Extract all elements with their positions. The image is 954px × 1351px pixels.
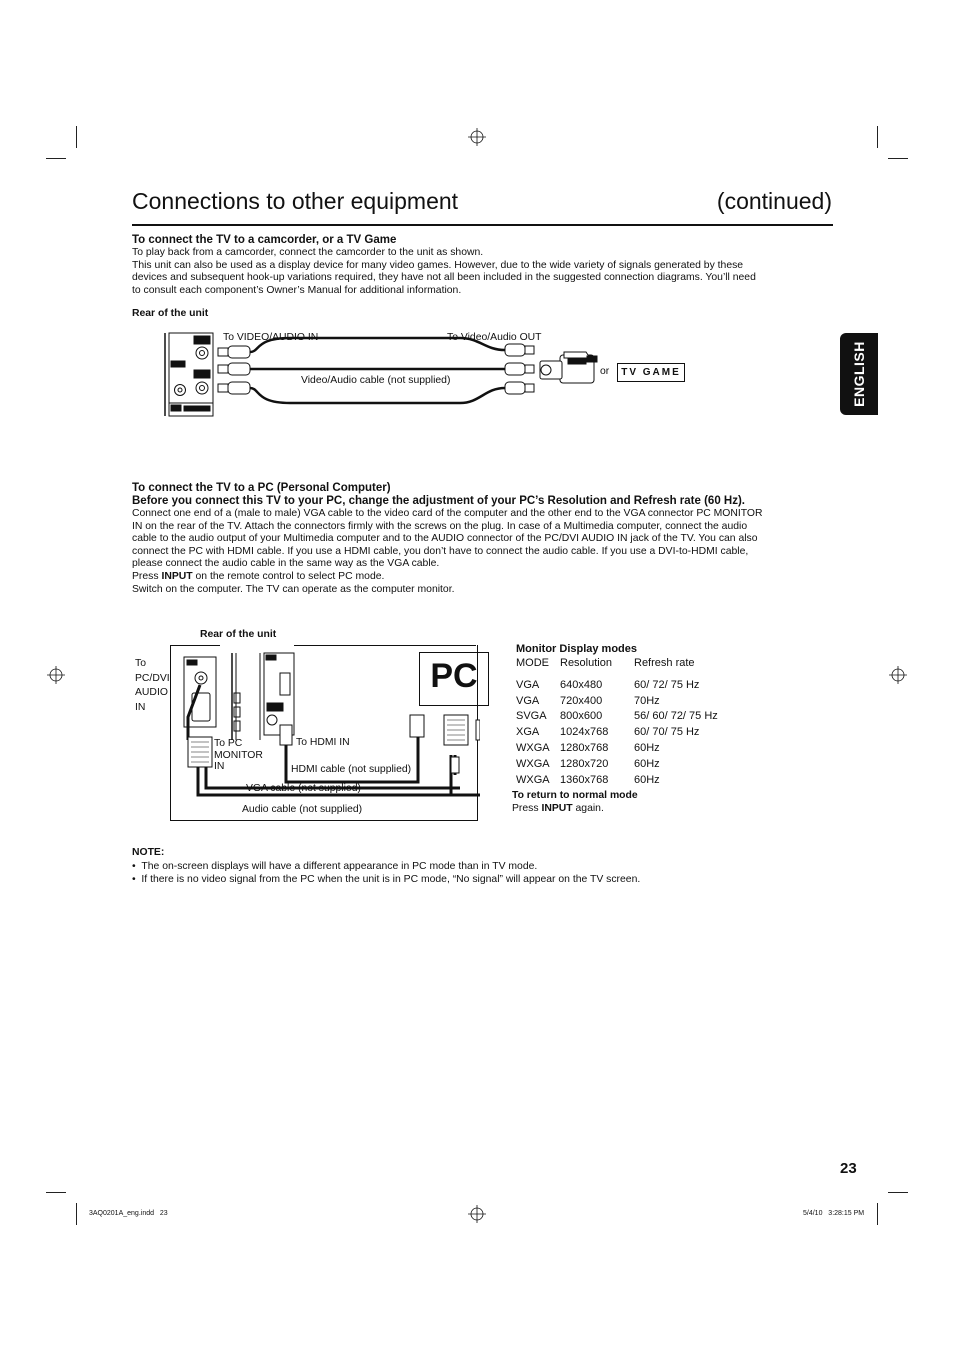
modes-title: Monitor Display modes xyxy=(516,643,638,655)
pc-line: IN on the rear of the TV. Attach the connectors firmly with the screws on the plug. In case of a Multimedia computer, connect the audio xyxy=(132,520,748,532)
language-tab xyxy=(840,333,878,415)
table-row xyxy=(516,724,718,740)
note-item: • If there is no video signal from the PC when the unit is in PC mode, “No signal” will appear on the TV screen. xyxy=(132,874,641,885)
hdmi-plug-left xyxy=(280,725,292,745)
to-hdmi-in-label: To HDMI IN xyxy=(296,737,350,748)
cell: 60/ 70/ 75 Hz xyxy=(634,726,700,739)
press-text-end: on the remote control to select PC mode. xyxy=(192,570,385,582)
rear-label-pc: Rear of the unit xyxy=(200,629,277,640)
pc-heading: To connect the TV to a PC (Personal Computer) xyxy=(132,482,391,494)
label-line: AUDIO xyxy=(135,687,168,698)
camcorder-line: To play back from a camcorder, connect the camcorder to the unit as shown. xyxy=(132,247,484,258)
pc-line: connect the PC with HDMI cable. If you use a HDMI cable, you don’t have to connect the audio cable. If you use a DVI-to-HDMI cable, xyxy=(132,545,749,557)
header-resolution: Resolution xyxy=(560,657,612,669)
cell: 640x480 xyxy=(560,678,603,691)
audio-plug-right xyxy=(476,720,480,740)
header-mode: MODE xyxy=(516,657,549,669)
input-key: INPUT xyxy=(161,570,193,582)
footer-date: 5/4/10 3:28:15 PM xyxy=(803,1210,865,1217)
rear-label-camcorder: Rear of the unit xyxy=(132,308,209,319)
to-pc-dvi-audio-in-label xyxy=(135,657,170,715)
cell: SVGA xyxy=(516,710,547,723)
pc-text xyxy=(132,508,842,596)
hdmi-cable-label: HDMI cable (not supplied) xyxy=(291,764,412,775)
return-heading: To return to normal mode xyxy=(512,790,638,801)
press-text-end: again. xyxy=(572,803,604,814)
label-line: IN xyxy=(214,761,225,772)
cell: 720x400 xyxy=(560,694,603,707)
camcorder-heading: To connect the TV to a camcorder, or a TV Game xyxy=(132,234,397,246)
cell: 1024x768 xyxy=(560,726,609,739)
label-line: PC/DVI xyxy=(135,672,170,684)
footer-file: 3AQ0201A_eng.indd 23 xyxy=(89,1210,168,1217)
header-refresh: Refresh rate xyxy=(634,657,695,669)
cell: VGA xyxy=(516,678,540,691)
label-line: To xyxy=(135,658,146,669)
audio-cable-label: Audio cable (not supplied) xyxy=(242,804,363,815)
modes-table xyxy=(516,657,718,788)
pc-line: Switch on the computer. The TV can operate as the computer monitor. xyxy=(132,583,455,595)
cell: WXGA xyxy=(516,757,550,770)
camcorder-line: devices and subsequent hook-up variations required, they have not all been included in the suggested connection diagrams. You’ll need xyxy=(132,272,756,284)
tv-game-label: TV GAME xyxy=(617,363,685,382)
table-row xyxy=(516,756,718,772)
cell: WXGA xyxy=(516,742,550,755)
pc-label: PC xyxy=(430,657,478,695)
pc-line: Connect one end of a (male to male) VGA cable to the video card of the computer and the other end to the VGA connector PC MONITOR xyxy=(132,508,763,519)
return-text xyxy=(512,803,604,814)
note-text: If there is no video signal from the PC when the unit is in PC mode, “No signal” will appear on the TV screen. xyxy=(141,874,641,885)
to-pc-monitor-in-label xyxy=(214,738,263,773)
cell: 60Hz xyxy=(634,757,660,770)
camcorder-line: to consult each component’s Owner’s Manual for additional information. xyxy=(132,284,462,296)
press-text: Press xyxy=(512,803,542,814)
table-row xyxy=(516,677,718,693)
cell: 70Hz xyxy=(634,694,660,707)
camcorder-line: This unit can also be used as a display device for many video games. However, due to the wide variety of signals generated by these xyxy=(132,259,744,271)
cell: 60Hz xyxy=(634,742,660,755)
page-title: Connections to other equipment xyxy=(132,188,459,214)
title-rule xyxy=(132,224,833,226)
cell: 56/ 60/ 72/ 75 Hz xyxy=(634,710,718,723)
label-line: MONITOR xyxy=(214,749,263,761)
note-heading: NOTE: xyxy=(132,847,165,858)
to-video-audio-in-label: To VIDEO/AUDIO IN xyxy=(223,332,319,343)
modes-header-row xyxy=(516,657,718,677)
cell: 800x600 xyxy=(560,710,603,723)
note-item: • The on-screen displays will have a different appearance in PC mode than in TV mode. xyxy=(132,861,538,872)
camcorder-icon xyxy=(540,352,597,383)
press-text: Press xyxy=(132,570,162,582)
cell: 1280x768 xyxy=(560,742,609,755)
cell: 60Hz xyxy=(634,773,660,786)
table-row xyxy=(516,693,718,709)
cell: XGA xyxy=(516,726,540,739)
pc-press-line xyxy=(132,571,842,584)
rear-panel xyxy=(165,333,213,416)
vga-ferrite xyxy=(451,757,459,773)
to-video-audio-out-label: To Video/Audio OUT xyxy=(447,332,542,343)
table-row xyxy=(516,709,718,725)
note-list xyxy=(132,860,640,886)
label-line: To PC xyxy=(214,738,243,749)
label-line: IN xyxy=(135,701,146,713)
input-key: INPUT xyxy=(541,803,573,814)
table-row xyxy=(516,740,718,756)
language-tab-label: ENGLISH xyxy=(851,341,867,407)
video-audio-cable-label: Video/Audio cable (not supplied) xyxy=(301,375,451,386)
page-number: 23 xyxy=(840,1160,857,1177)
page-title-continued: (continued) xyxy=(716,188,832,214)
cell: VGA xyxy=(516,694,540,707)
camcorder-text xyxy=(132,247,837,297)
note-text: The on-screen displays will have a different appearance in PC mode than in TV mode. xyxy=(141,861,538,872)
or-label: or xyxy=(600,366,610,377)
vga-cable-label: VGA cable (not supplied) xyxy=(246,783,361,794)
pc-line: please connect the audio cable in the same way as the VGA cable. xyxy=(132,558,440,570)
pc-icon-box xyxy=(419,652,489,706)
hdmi-plug-right xyxy=(410,715,424,737)
pc-line: cable to the audio output of your Multimedia computer and to the AUDIO connector of the PC/DVI AUDIO IN jack of the TV. You can also xyxy=(132,533,758,545)
cell: 60/ 72/ 75 Hz xyxy=(634,678,700,691)
cell: 1280x720 xyxy=(560,757,609,770)
pc-subheading: Before you connect this TV to your PC, change the adjustment of your PC’s Resolution and Refresh rate (60 Hz). xyxy=(132,495,745,507)
table-row xyxy=(516,772,718,788)
cell: WXGA xyxy=(516,773,550,786)
cell: 1360x768 xyxy=(560,773,609,786)
